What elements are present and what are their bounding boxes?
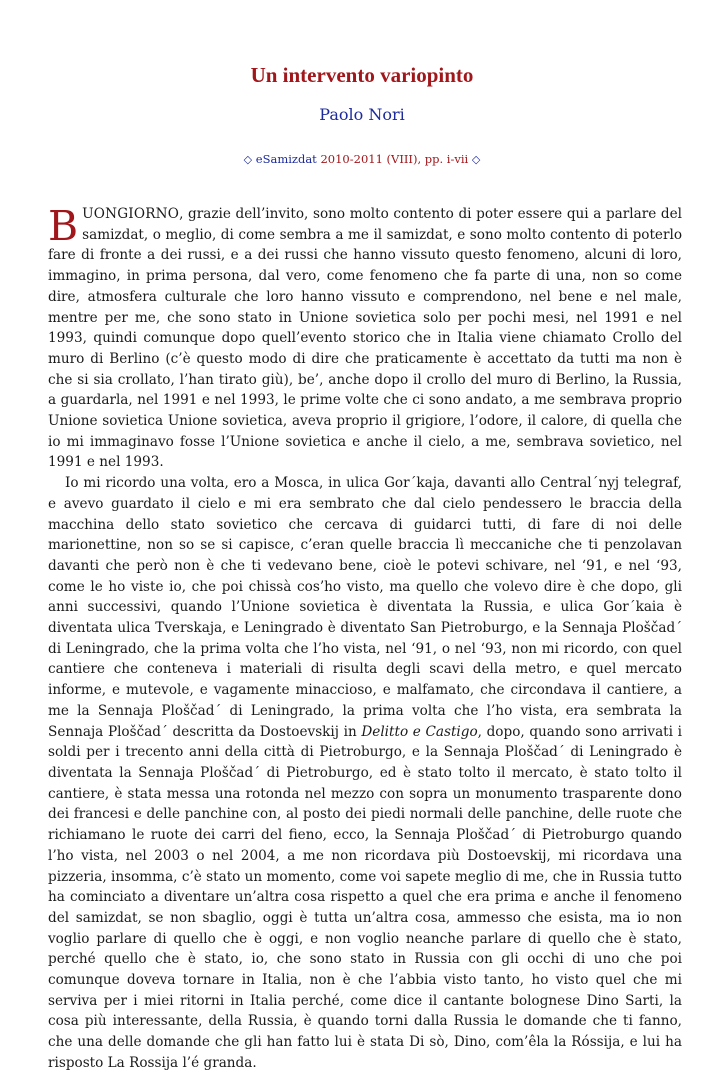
- paragraph-1-text: , grazie dell’invito, sono molto contento di poter essere qui a parlare del samizdat, o meglio, di come sembra a me il samizdat, e sono molto contento di poterlo fare di fronte a dei russi, e a dei russi che hanno vissuto questo fenomeno, alcuni di loro, immagino, in prima persona, dal vero, come fenomeno che fa parte di una, non so come dire, atmosfera culturale che loro hanno vissuto e comprendono, nel bene e nel male, mentre per me, che sono stato in Unione sovietica solo per pochi mesi, nel 1991 e nel 1993, quindi comunque dopo quell’evento storico che in Italia viene chiamato Crollo del muro di Berlino (c’è questo modo di dire che praticamente è accettato da tutti ma non è che si sia crollato, l’han tirato giù), be’, anche dopo il crollo del muro di Berlino, la Russia, a guardarla, nel 1991 e nel 1993, le prime volte che ci sono andato, a me sembrava proprio Unione sovietica Unione sovietica, aveva proprio il grigiore, l’odore, il calore, di quella che io mi immaginavo fosse l’Unione sovietica e anche il cielo, a me, sembrava sovietico, nel 1991 e nel 1993.: [48, 206, 682, 471]
- diamond-right-icon: ◇: [471, 153, 481, 166]
- opening-word: UONGIORNO: [82, 206, 180, 222]
- citation-journal[interactable]: eSamizdat: [255, 152, 317, 166]
- paragraph-2-text-b: , dopo, quando sono arrivati i soldi per i trecento anni della città di Pietroburgo, e la Sennaja Ploščad´ di Leningrado è diventata la Sennaja Ploščad´ di Pietroburgo, ed è stato tolto il mercato, è stato tolto il cantiere, è stata messa una rotonda nel mezzo con sopra un monumento trasparente dono dei francesi e delle panchine con, al posto dei piedi normali delle panchine, delle ruote che richiamano le ruote dei carri del fieno, ecco, la Sennaja Ploščad´ di Pietroburgo quando l’ho vista, nel 2003 o nel 2004, a me non ricordava più Dostoevskij, mi ricordava una pizzeria, insomma, c’è stato un momento, come voi sapete meglio di me, che in Russia tutto ha cominciato a diventare un’altra cosa rispetto a quel che era prima e anche il fenomeno del samizdat, se non sbaglio, oggi è tutta un’altra cosa, ammesso che esista, ma io non voglio parlare di quello che è oggi, e non voglio neanche parlare di quello che è stato, perché quello che è stato, io, che sono stato in Russia con gli occhi di uno che poi comunque doveva tornare in Italia, non è che l’abbia visto tanto, ho visto quel che mi serviva per i miei ritorni in Italia perché, come dice il cantante bolognese Dino Sarti, la cosa più interessante, della Russia, è quando torni dalla Russia le domande che ti fanno, che una delle domande che gli han fatto lui è stata Di sò, Dino, com’êla la Róssija, e lui ha risposto La Rossija l’é granda.: [48, 723, 682, 1071]
- paragraph-2: [48, 473, 682, 1073]
- citation-line: [0, 152, 724, 166]
- citation-volume: (VIII), pp. i-vii: [386, 152, 469, 166]
- citation-years: 2010-2011: [320, 152, 383, 166]
- drop-cap: B: [48, 202, 79, 250]
- paragraph-1: [48, 204, 682, 473]
- article-author: Paolo Nori: [319, 105, 405, 124]
- book-title: Delitto e Castigo: [361, 723, 478, 740]
- diamond-left-icon: ◇: [243, 153, 253, 166]
- article-title: Un intervento variopinto: [250, 63, 474, 87]
- paragraph-2-text-a: Io mi ricordo una volta, ero a Mosca, in ulica Gor´kaja, davanti allo Central´nyj telegraf, e avevo guardato il cielo e mi era sembrato che dal cielo pendessero le braccia della macchina dello stato sovietico che cercava di guidarci tutti, di fare di noi delle marionettine, non so se si capisce, c’eran quelle braccia lì meccaniche che ti penzolavan davanti che però non è che ti vedevano bene, cioè le potevi schivare, nel ‘91, e nel ‘93, come le ho viste io, che poi chissà cos’ho visto, ma quello che volevo dire è che dopo, gli anni successivi, quando l’Unione sovietica è diventata la Russia, e ulica Gor´kaia è diventata ulica Tverskaja, e Leningrado è diventato San Pietroburgo, e la Sennaja Ploščad´ di Leningrado, che la prima volta che l’ho vista, nel ‘91, o nel ‘93, non mi ricordo, con quel cantiere che conteneva i materiali di risulta degli scavi della metro, e quel mercato informe, e mutevole, e vagamente minaccioso, e malfamato, che circondava il cantiere, a me la Sennaja Ploščad´ di Leningrado, la prima volta che l’ho vista, era sembrata la Sennaja Ploščad´ descritta da Dostoevskij in: [48, 475, 682, 740]
- article-body: [48, 204, 682, 1074]
